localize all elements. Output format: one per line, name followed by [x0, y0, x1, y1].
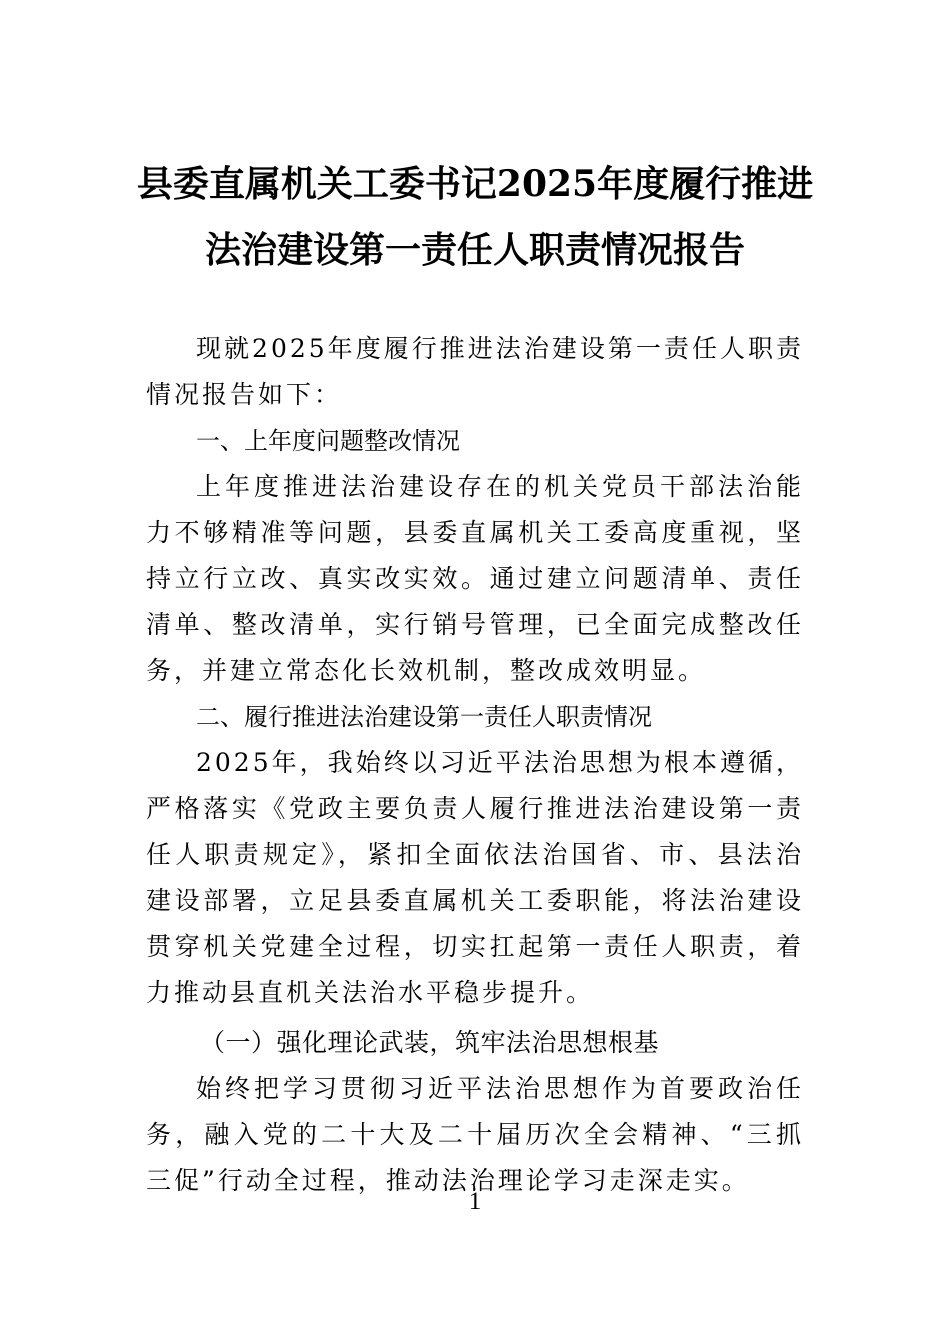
- intro-paragraph: 现就2025年度履行推进法治建设第一责任人职责情况报告如下：: [146, 334, 804, 409]
- subsection-heading-1: （一）强化理论武装，筑牢法治思想根基: [200, 1028, 660, 1057]
- document-title-line-1: 县委直属机关工委书记2025年度履行推进: [136, 163, 814, 205]
- section-heading-1: 一、上年度问题整改情况: [196, 427, 460, 455]
- body-paragraph: 2025年，我始终以习近平法治思想为根本遵循，严格落实《党政主要负责人履行推进法治建设第一责任人职责规定》，紧扣全面依法治国省、市、县法治建设部署，立足县委直属机关工委职能，将法治建设贯穿机关党建全过程，切实扛起第一责任人职责，着力推动县直机关法治水平稳步提升。: [146, 748, 804, 1007]
- document-body: [146, 326, 804, 1204]
- document-title-line-2: 法治建设第一责任人职责情况报告: [204, 229, 745, 271]
- section-heading-2: 二、履行推进法治建设第一责任人职责情况: [196, 703, 652, 731]
- body-paragraph: 始终把学习贯彻习近平法治思想作为首要政治任务，融入党的二十大及二十届历次全会精神、“三抓三促”行动全过程，推动法治理论学习走深走实。: [146, 1074, 804, 1195]
- page-number: 1: [468, 1188, 482, 1215]
- body-paragraph: 上年度推进法治建设存在的机关党员干部法治能力不够精准等问题，县委直属机关工委高度重视，坚持立行立改、真实改实效。通过建立问题清单、责任清单、整改清单，实行销号管理，已全面完成整改任务，并建立常态化长效机制，整改成效明显。: [146, 472, 804, 685]
